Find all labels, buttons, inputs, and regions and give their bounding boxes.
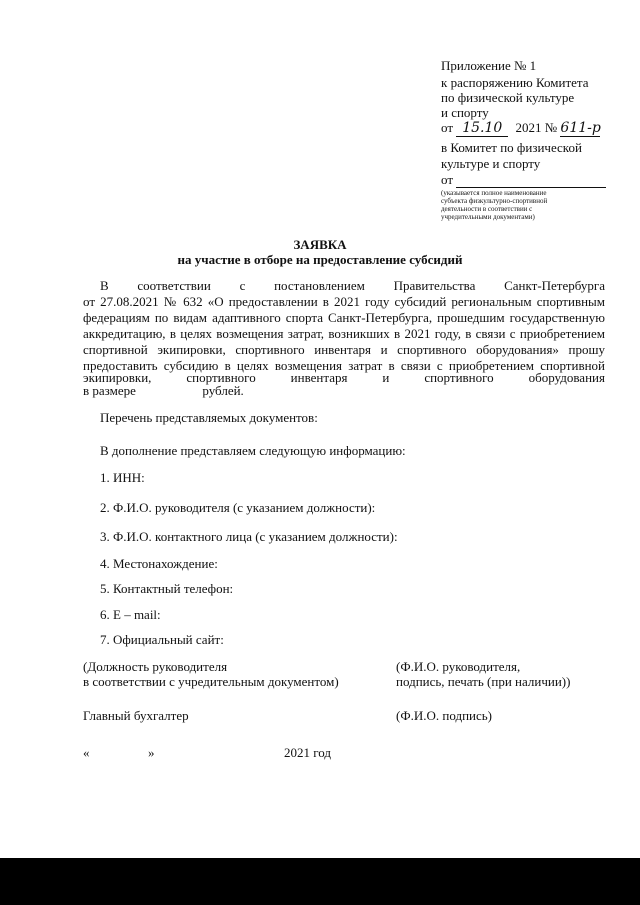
item-email: 6. E – mail: xyxy=(100,607,161,622)
handwritten-number: 611-р xyxy=(560,120,601,136)
word: спортивного xyxy=(186,370,256,385)
paragraph-line-6: предоставить субсидию в целях возмещения затрат в связи с приобретением спортивной xyxy=(83,358,605,373)
paragraph-line-5: спортивной экипировки, спортивного инвентаря и спортивного оборудования» прошу xyxy=(83,342,605,357)
from-line xyxy=(441,172,606,188)
date-prefix: от xyxy=(441,120,454,135)
item-website: 7. Официальный сайт: xyxy=(100,632,224,647)
scan-bottom-border xyxy=(0,858,640,905)
appendix-date-line xyxy=(441,120,600,137)
item-director: 2. Ф.И.О. руководителя (с указанием должности): xyxy=(100,500,376,515)
handwritten-date: 15.10 xyxy=(456,121,508,137)
addressee-note-4: учредительными документами) xyxy=(441,213,535,221)
appendix-line-4: и спорту xyxy=(441,105,489,120)
date-year: 2021 год xyxy=(284,745,331,760)
from-label: от xyxy=(441,172,454,187)
addressee-note-2: субъекта физкультурно-спортивной xyxy=(441,197,548,205)
word: Правительства xyxy=(393,278,476,293)
word: с xyxy=(239,278,246,293)
director-sign-label-1: (Ф.И.О. руководителя, xyxy=(396,659,521,674)
additional-info-label: В дополнение представляем следующую информацию: xyxy=(100,443,406,458)
word: оборудования xyxy=(528,370,605,385)
appendix-line-3: по физической культуре xyxy=(441,90,575,105)
paragraph-line-3: федерациям по видам адаптивного спорта Санкт-Петербурга, прошедшим государственную xyxy=(83,310,605,325)
paragraph-line-1 xyxy=(100,278,605,293)
item-location: 4. Местонахождение: xyxy=(100,556,218,571)
date-quote-close: » xyxy=(148,745,155,760)
item-inn: 1. ИНН: xyxy=(100,470,145,485)
position-label-2: в соответствии с учредительным документом) xyxy=(83,674,339,689)
position-label-1: (Должность руководителя xyxy=(83,659,228,674)
addressee-line-2: культуре и спорту xyxy=(441,156,541,171)
director-sign-label-2: подпись, печать (при наличии)) xyxy=(396,674,571,689)
addressee-note-1: (указывается полное наименование xyxy=(441,189,547,197)
from-blank-line xyxy=(456,172,606,188)
paragraph-line-2: от 27.08.2021 № 632 «О предоставлении в 2021 году субсидий региональным спортивным xyxy=(83,294,605,309)
word: экипировки, xyxy=(83,370,152,385)
item-phone: 5. Контактный телефон: xyxy=(100,581,234,596)
item-contact-person: 3. Ф.И.О. контактного лица (с указанием должности): xyxy=(100,529,398,544)
paragraph-line-8 xyxy=(83,383,244,398)
documents-list-label: Перечень представляемых документов: xyxy=(100,410,318,425)
word: постановлением xyxy=(274,278,365,293)
word: соответствии xyxy=(137,278,211,293)
word: В xyxy=(100,278,109,293)
addressee-note-3: деятельности в соответствии с xyxy=(441,205,533,213)
word: Санкт-Петербурга xyxy=(504,278,605,293)
word: инвентаря xyxy=(290,370,348,385)
appendix-line-1: Приложение № 1 xyxy=(441,58,537,73)
appendix-line-2: к распоряжению Комитета xyxy=(441,75,589,90)
accountant-label: Главный бухгалтер xyxy=(83,708,189,723)
paragraph-line-4: аккредитацию, в целях возмещения затрат, возникших в 2021 году, в связи с приобретением xyxy=(83,326,605,341)
amount-label: в размере xyxy=(83,383,136,398)
word: и xyxy=(382,370,390,385)
year-text: 2021 № xyxy=(515,120,558,135)
addressee-line-1: в Комитет по физической xyxy=(441,140,582,155)
date-quote-open: « xyxy=(83,745,90,760)
word: спортивного xyxy=(424,370,494,385)
document-title: ЗАЯВКА xyxy=(293,237,347,252)
accountant-sign-label: (Ф.И.О. подпись) xyxy=(396,708,493,723)
currency-label: рублей. xyxy=(202,383,244,398)
document-subtitle: на участие в отборе на предоставление субсидий xyxy=(177,252,463,267)
